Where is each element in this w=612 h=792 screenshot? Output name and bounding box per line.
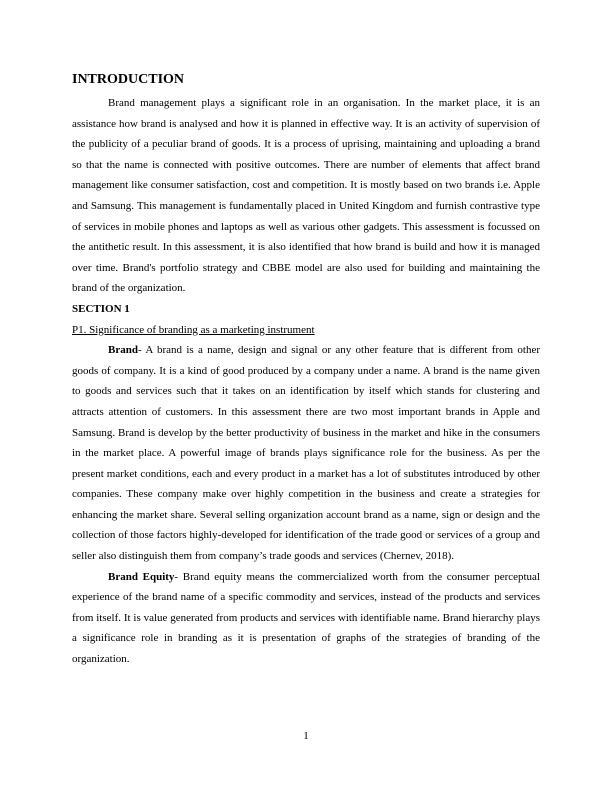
document-page: [72, 70, 540, 670]
section-subheading: P1. Significance of branding as a marketing instrument: [72, 323, 315, 336]
page-number: 1: [303, 730, 309, 742]
brand-equity-paragraph: [72, 567, 540, 670]
brand-term: Brand: [108, 344, 138, 357]
intro-heading: INTRODUCTION: [72, 72, 185, 87]
brand-equity-term: Brand Equity: [108, 570, 175, 583]
brand-text: - A brand is a name, design and signal or any other feature that is different from other goods of company. It is a kind of good produced by a company under a name. A brand is the name given to goods and services such that it takes on an identification by itself which stands for clustering and attracts attention of customers. In this assessment there are two most important brands in Apple and Samsung. Brand is develop by the better productivity of business in the market and hike in the consumers in the market place. A powerful image of brands plays significance role for the business. As per the present market conditions, each and every product in a market has a lot of substitutes introduced by other companies. These company make over highly competition in the business and create a strategies for enhancing the market share. Several selling organization account brand as a name, sign or design and the collection of those factors highly-developed for identification of the trade good or services of a group and seller also distinguish them from company’s trade goods and services (Chernev, 2018).: [72, 344, 540, 563]
section-heading: SECTION 1: [72, 302, 130, 315]
brand-equity-text: - Brand equity means the commercialized worth from the consumer perceptual experience of the brand name of a specific commodity and services, instead of the products and services from itself. It is value generated from products and services with identifiable name. Brand hierarchy plays a significance role in branding as it is presentation of graphs of the strategies of branding of the organization.: [72, 570, 540, 666]
intro-paragraph: Brand management plays a significant role in an organisation. In the market place, it is an assistance how brand is analysed and how it is planned in effective way. It is an activity of supervision of the publicity of a peculiar brand of goods. It is a process of uprising, maintaining and uploading a brand so that the name is connected with positive outcomes. There are number of elements that affect brand management like consumer satisfaction, cost and competition. It is mostly based on two brands i.e. Apple and Samsung. This management is fundamentally placed in United Kingdom and furnish contrastive type of services in mobile phones and laptops as well as various other gadgets. This assessment is focussed on the antithetic result. In this assessment, it is also identified that how brand is build and how it is managed over time. Brand's portfolio strategy and CBBE model are also used for building and maintaining the brand of the organization.: [72, 97, 540, 295]
brand-paragraph: [72, 340, 540, 567]
